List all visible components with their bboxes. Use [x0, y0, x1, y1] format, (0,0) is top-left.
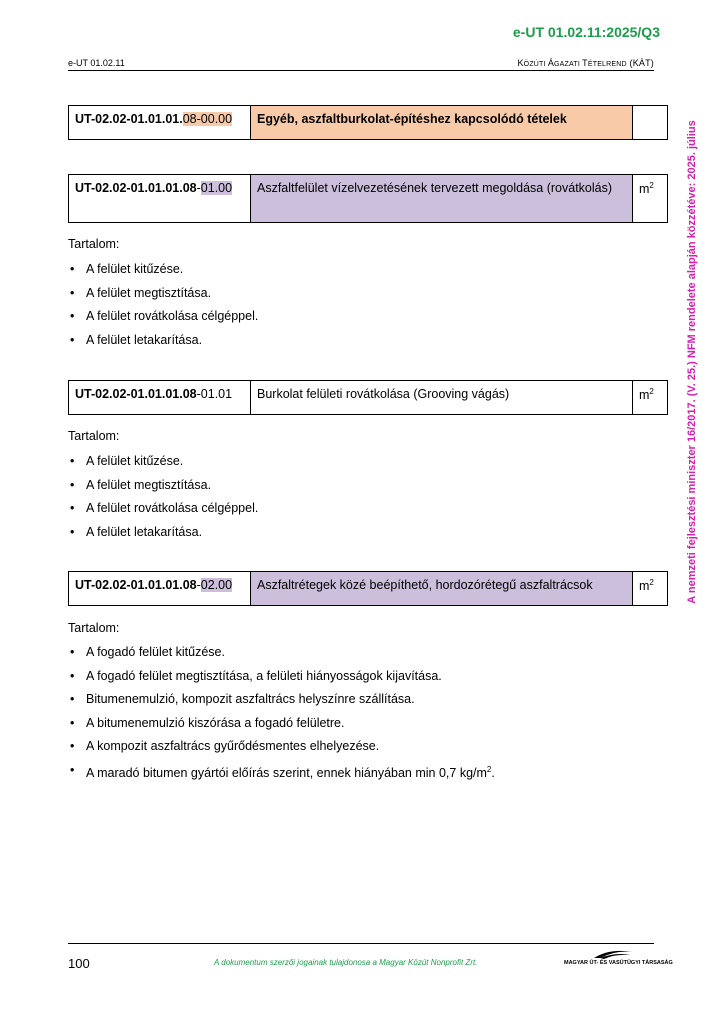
list-item: • A felület letakarítása. — [68, 332, 658, 356]
item-unit — [633, 106, 668, 140]
item-table-4 — [68, 571, 668, 606]
item-table-3 — [68, 380, 668, 415]
list-item: • A felület rovátkolása célgéppel. — [68, 308, 658, 332]
list-item: • A felület letakarítása. — [68, 524, 658, 548]
list-item: • A bitumenemulzió kiszórása a fogadó felületre. — [68, 715, 658, 739]
content-label: Tartalom: — [68, 429, 120, 443]
content-label: Tartalom: — [68, 237, 120, 251]
item-description: Burkolat felületi rovátkolása (Grooving vágás) — [251, 381, 633, 415]
item-unit: $m^2$ — [633, 175, 668, 223]
list-item: • A fogadó felület megtisztítása, a felületi hiányosságok kijavítása. — [68, 668, 658, 692]
item-code: UT-02.02-01.01.01.08-02.00 — [69, 572, 251, 606]
list-item: • A fogadó felület kitűzése. — [68, 644, 658, 668]
item-unit: $m^2$ — [633, 572, 668, 606]
list-item: • A felület rovátkolása célgéppel. — [68, 500, 658, 524]
society-logo-text: MAGYAR ÚT- ÉS VASÚTÜGYI TÁRSASÁG — [564, 960, 673, 966]
content-list-2 — [68, 453, 658, 547]
item-description: Aszfaltfelület vízelvezetésének tervezett megoldása (rovátkolás) — [251, 175, 633, 223]
footer-divider — [68, 943, 654, 944]
document-code: e-UT 01.02.11:2025/Q3 — [512, 24, 660, 40]
list-item: • Bitumenemulzió, kompozit aszfaltrács helyszínre szállítása. — [68, 691, 658, 715]
society-logo-icon — [560, 946, 656, 970]
content-list-1 — [68, 261, 658, 355]
content-label: Tartalom: — [68, 621, 120, 635]
item-table-1 — [68, 105, 668, 140]
list-item: • A felület kitűzése. — [68, 453, 658, 477]
item-code: UT-02.02-01.01.01.08-00.00 — [69, 106, 251, 140]
item-table-2 — [68, 174, 668, 223]
list-item: • A kompozit aszfaltrács gyűrődésmentes elhelyezése. — [68, 738, 658, 762]
content-list-3 — [68, 644, 658, 785]
item-unit: $m^2$ — [633, 381, 668, 415]
list-item: • A felület megtisztítása. — [68, 477, 658, 501]
header-left: e-UT 01.02.11 — [68, 58, 125, 68]
page-number: 100 — [68, 956, 90, 971]
list-item: • A maradó bitumen gyártói előírás szerint, ennek hiányában min 0,7 $kg/m^2$. — [68, 762, 658, 786]
header-right: KÖZÚTI ÁGAZATI TÉTELREND (KÁT) — [517, 58, 654, 68]
list-item: • A felület kitűzése. — [68, 261, 658, 285]
footer-copyright: A dokumentum szerzői jogainak tulajdonosa a Magyar Közút Nonprofit Zrt. — [214, 958, 478, 967]
item-code: UT-02.02-01.01.01.08-01.00 — [69, 175, 251, 223]
item-description: Egyéb, aszfaltburkolat-építéshez kapcsolódó tételek — [251, 106, 633, 140]
list-item: • A felület megtisztítása. — [68, 285, 658, 309]
header-divider — [68, 70, 654, 71]
item-description: Aszfaltrétegek közé beépíthető, hordozórétegű aszfaltrácsok — [251, 572, 633, 606]
item-code: UT-02.02-01.01.01.08-01.01 — [69, 381, 251, 415]
